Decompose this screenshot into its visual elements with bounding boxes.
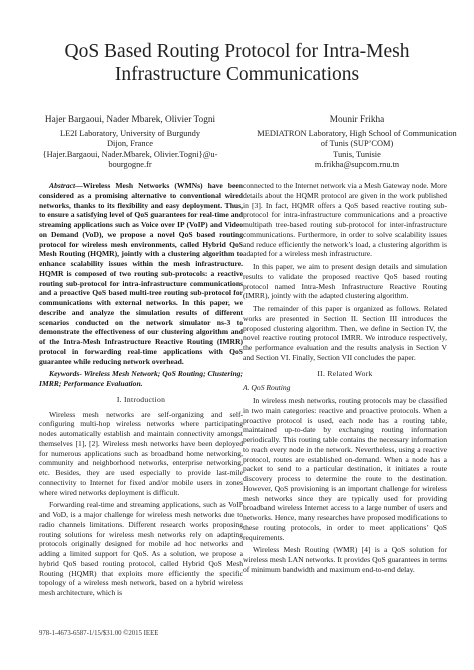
related-paragraph-1: In wireless mesh networks, routing protocols may be classified in two main categories: reactive and proactive protocols. When a proactive protocol is used, each node has a routing table, maintained up-to-date by exchanging routing information periodically. This routing table contains the necessary information to reach every node in the network. Nevertheless, using a reactive protocol, routes are established on-demand. When a node has a packet to send to a particular destination, it initiates a route discovery process to determine the route to the destination. However, QoS provisioning is an important challenge for wireless mesh networks since they are typically used for providing broadband wireless Internet access to a large number of users and networks. Hence, many researches have proposed modifications to these routing protocols, in order to meet applications’ QoS requirements. [243,396,447,542]
author-email: m.frikha@supcom.rnu.tn [314,160,400,170]
author-email-domain: bourgogne.fr [108,160,152,170]
section-heading-introduction: I. Introduction [116,394,166,404]
author-location: Dijon, France [106,139,154,149]
left-column [39,181,243,601]
author-names: Mounir Frikha [329,115,385,125]
intro-paragraph-1: Wireless mesh networks are self-organizing and self-configuring multi-hop wireless networks where participating nodes automatically establish and maintain connectivity amongst themselves [1], [2]. Wireless mesh networks have been deployed for numerous applications such as broadband home networking, community and neighborhood networks, enterprise networking, etc. Besides, they are used especially to provide last-mile connectivity to Internet for fixed and/or mobile users in zones where wired networks deployment is difficult. [39,409,243,497]
abstract-label: Abstract [49,181,76,190]
body-paragraph-2: In this paper, we aim to present design details and simulation results to validate the proposed reactive QoS based routing protocol named Intra-Mesh Infrastructure Reactive Routing (IMRR), jointly with the adapted clustering algorithm. [243,262,447,301]
title-line-1: QoS Based Routing Protocol for Intra-Mesh [64,41,410,62]
body-paragraph-3: The remainder of this paper is organized as follows. Related works are presented in Section II. Section III introduces the proposed clustering algorithm. Then, we define in Section IV, the novel reactive routing protocol IMRR. We introduce respectively, the performance evaluation and the results analysis in Section V and Section VI. Finally, Section VII concludes the paper. [243,304,447,362]
subsection-heading-qos-routing: A. QoS Routing [243,383,291,393]
author-affiliation: MEDIATRON Laboratory, High School of Communication [257,128,457,138]
paper-title [0,40,474,86]
author-email: {Hajer.Bargaoui, Nader.Mbarek, Olivier.Togni}@u- [42,149,218,159]
abstract [39,181,243,366]
author-affiliation-cont: of Tunis (SUP’COM) [320,139,394,149]
author-block-2 [252,115,462,171]
abstract-text: —Wireless Mesh Networks (WMNs) have been considered as a promising alternative to conventional wired networks, thanks to its flexibility and easy deployment. Thus, to ensure a satisfying level of QoS guarantees for real-time and streaming applications such as Voice over IP (VoIP) and Video on Demand (VoD), we propose a novel QoS based routing protocol for wireless mesh environments, called Hybrid QoS Mesh Routing (HQMR), jointly with a clustering algorithm to enhance scalability issues within the mesh infrastructure. HQMR is composed of two routing sub-protocols: a reactive routing sub-protocol for intra-infrastructure communications and a proactive QoS based multi-tree routing sub-protocol for communications with external networks. In this paper, we describe and analyze the simulation results of different scenarios conducted on the network simulator ns-3 to demonstrate the effectiveness of our clustering algorithm and of the Intra-Mesh Infrastructure Reactive Routing (IMRR) protocol in forwarding real-time applications with QoS guarantee while reducing network overhead. [39,181,243,366]
author-affiliation: LE2I Laboratory, University of Burgundy [59,128,201,138]
right-column [243,181,447,578]
related-paragraph-2: Wireless Mesh Routing (WMR) [4] is a QoS solution for wireless mesh LAN networks. It provides QoS guarantees in terms of minimum bandwidth and maximum end-to-end delay. [243,545,447,574]
title-line-2: Infrastructure Communications [114,64,360,85]
author-location: Tunis, Tunisie [333,149,381,159]
keywords: Keywords- Wireless Mesh Network; QoS Routing; Clustering; IMRR; Performance Evaluation. [39,369,243,388]
body-paragraph-1: connected to the Internet network via a Mesh Gateway node. More details about the HQMR protocol are given in the work published in [3]. In fact, HQMR offers a QoS based reactive routing sub-protocol for intra-infrastructure communications and a proactive multipath tree-based routing sub-protocol for inter-infrastructure communications. Furthermore, in order to solve scalability issues and reduce efficiently the network’s load, a clustering algorithm is adapted for a wireless mesh infrastructure. [243,181,447,259]
author-block-1 [30,115,230,171]
section-heading-related-work: II. Related Work [317,368,373,378]
intro-paragraph-2: Forwarding real-time and streaming applications, such as VoIP and VoD, is a major challenge for wireless mesh networks due to radio channels limitations. Different research works proposing routing solutions for wireless mesh networks rely on adapting protocols originally designed for mobile ad hoc networks and adding a limited support for QoS. As a solution, we propose a hybrid QoS based routing protocol, called Hybrid QoS Mesh Routing (HQMR) that exploits more efficiently the specific topology of a wireless mesh network, based on a hybrid wireless mesh architecture, which is [39,500,243,597]
copyright-footer: 978-1-4673-6587-1/15/$31.00 ©2015 IEEE [39,630,159,637]
author-names: Hajer Bargaoui, Nader Mbarek, Olivier Togni [44,115,216,125]
